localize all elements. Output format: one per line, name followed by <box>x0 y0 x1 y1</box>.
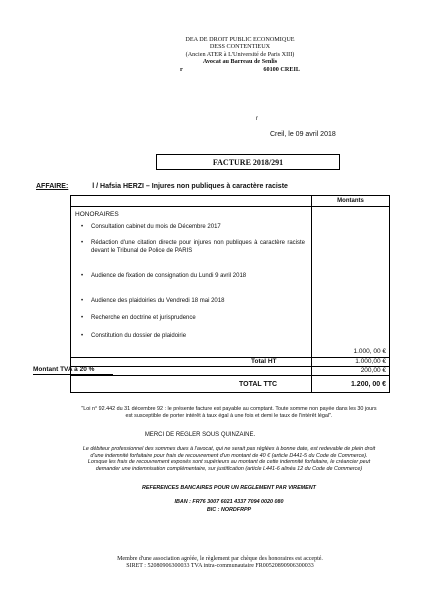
row-divider <box>71 375 389 376</box>
bic: BIC : NORDFRPP <box>206 507 252 513</box>
lawyer-letterhead <box>150 36 330 73</box>
recovery-fee-notice: Le débiteur professionnel des sommes dues à l'avocat, qui ne serait pas réglées à bonne date, est redevable de plein droit d'une indemnité forfaitaire pour frais de recouvrement d'un montant de 40 € (article D441-5 du Code de Commerce). Lorsque les frais de recouvrement exposés sont supérieurs au montant de cette indemnité forfaitaire, le créancier peut demander une indemnisation complémentaire, sur justification (article L441-6 alinéa 12 du Code de Commerce) <box>82 446 376 472</box>
list-item: • Rédaction d'une citation directe pour injures non publiques à caractère raciste devant le Tribunal de Police de PARIS <box>91 240 305 255</box>
tva-underline <box>33 374 113 375</box>
letterhead-former-position: (Ancien ATER à L'Université de Paris XIII) <box>185 50 295 58</box>
list-item: • Audience des plaidoiries du Vendredi 18 mai 2018 <box>91 298 305 306</box>
total-ttc-value: 1.200, 00 € <box>350 381 386 388</box>
honoraires-label: HONORAIRES <box>75 211 119 218</box>
association-footer <box>60 556 380 571</box>
list-item: • Consultation cabinet du mois de Décembre 2017 <box>91 224 305 232</box>
list-item: • Audience de fixation de consignation du Lundi 9 avril 2018 <box>91 273 305 281</box>
list-item: • Recherche en doctrine et jurisprudence <box>91 315 305 323</box>
association-note: Membre d'une association agréée, le règlement par chèque des honoraires est accepté. <box>117 556 323 562</box>
tva-value: 200,00 € <box>360 367 386 374</box>
stray-mark: r <box>256 116 258 122</box>
list-item: • Constitution du dossier de plaidoirie <box>91 333 305 341</box>
invoice-table <box>70 195 390 393</box>
letterhead-address <box>180 66 300 73</box>
tva-label: Montant TVA à 20 % <box>33 366 95 373</box>
letterhead-degree: DEA DE DROIT PUBLIC ECONOMIQUE <box>185 36 295 43</box>
total-ht-value: 1.000,00 € <box>355 358 386 365</box>
affaire-line <box>36 183 288 190</box>
bank-references-heading: REFERENCES BANCAIRES POUR UN REGLEMENT PAR VIREMENT <box>142 485 316 491</box>
invoice-title: FACTURE 2018/291 <box>156 154 340 170</box>
invoice-date: Creil, le 09 avril 2018 <box>270 131 336 138</box>
payment-request: MERCI DE REGLER SOUS QUINZAINE. <box>144 432 256 438</box>
total-ttc-label: TOTAL TTC <box>239 381 278 388</box>
legal-payment-notice: "Loi n° 92.442 du 31 décembre 92 : le présente facture est payable au comptant. Toute somme non payée dans les 30 jours est susceptible de porter intérêt à taux égal à une fois et demi le taux de l'intérêt légal". <box>81 406 377 419</box>
letterhead-address-left: r <box>180 65 183 73</box>
honoraires-amount: 1.000, 00 € <box>353 348 386 355</box>
letterhead-bar: Avocat au Barreau de Senlis <box>202 58 278 66</box>
amounts-column-header: Montants <box>312 196 389 207</box>
affaire-label: AFFAIRE: <box>36 183 69 190</box>
total-ht-label: Total HT <box>251 358 277 365</box>
honoraires-section <box>71 206 311 349</box>
letterhead-dess: DESS CONTENTIEUX <box>209 43 271 51</box>
letterhead-city: 60100 CREIL <box>263 65 300 73</box>
siret-line: SIRET : 52080906300033 TVA intra-communautaire FR00520890906300033 <box>126 563 314 570</box>
affaire-text: l / Hafsia HERZI – Injures non publiques à caractère raciste <box>92 183 288 190</box>
iban: IBAN : FR76 3007 6021 4337 7094 0020 080 <box>174 499 284 505</box>
